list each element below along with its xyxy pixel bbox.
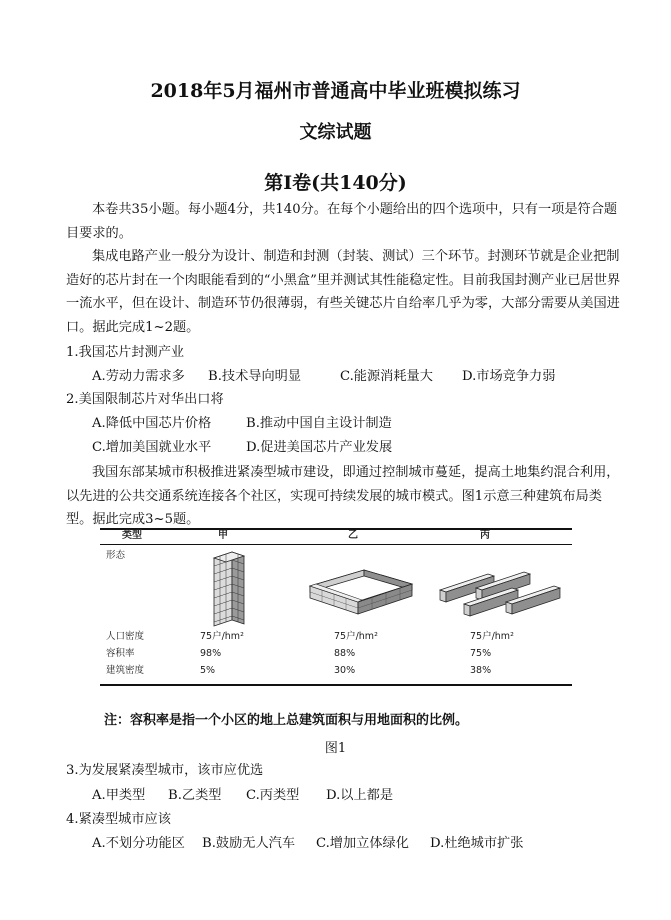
question-2-option-d[interactable]: D.促进美国芯片产业发展 [246,440,393,455]
row-label-floor-area-ratio: 容积率 [106,648,135,659]
figure-caption: 图1 [324,741,347,756]
tower-building-illustration [208,550,248,628]
exam-subtitle: 文综试题 [299,122,372,143]
question-4-option-c[interactable]: C.增加立体绿化 [316,836,409,851]
question-2-option-c[interactable]: C.增加美国就业水平 [92,440,212,455]
row-buildings-illustration [436,562,566,624]
yi-population-density: 75户/hm² [334,631,378,642]
jia-building-density: 5% [200,665,216,676]
question-3-option-a[interactable]: A.甲类型 [92,788,146,803]
instructions: 本卷共35小题。每小题4分，共140分。在每个小题给出的四个选项中，只有一项是符合题目要求的。 [66,202,618,241]
table-header-rule [100,544,572,545]
question-3-option-c[interactable]: C.丙类型 [246,788,300,803]
exam-title: 2018年5月福州市普通高中毕业班模拟练习 [150,80,521,102]
row-label-population-density: 人口密度 [106,631,145,642]
question-4-option-b[interactable]: B.鼓励无人汽车 [202,836,296,851]
question-3-option-b[interactable]: B.乙类型 [168,788,222,803]
yi-floor-area-ratio: 88% [334,648,356,659]
question-4-stem: 4.紧凑型城市应该 [66,812,171,827]
figure-1-table [100,528,572,686]
passage-chip-industry: 集成电路产业一般分为设计、制造和封测（封装、测试）三个环节。封测环节就是企业把制造好的芯片封在一个肉眼能看到的“小黑盒”里并测试其性能稳定性。目前我国封测产业已居世界一流水平，但在设计、制造环节仍很薄弱，有些关键芯片自给率几乎为零，大部分需要从美国进口。据此完成1~2题。 [66,249,621,335]
question-3-stem: 3.为发展紧凑型城市，该市应优选 [66,763,264,778]
header-bing: 丙 [480,530,490,541]
question-4-option-d[interactable]: D.杜绝城市扩张 [430,836,524,851]
question-2-option-a[interactable]: A.降低中国芯片价格 [92,416,212,431]
bing-building-density: 38% [470,665,492,676]
table-top-rule [100,528,572,530]
row-label-form: 形态 [106,550,126,561]
header-jia: 甲 [218,530,228,541]
jia-floor-area-ratio: 98% [200,648,222,659]
question-2-stem: 2.美国限制芯片对华出口将 [66,392,224,407]
question-1-option-a[interactable]: A.劳动力需求多 [92,369,185,384]
bing-floor-area-ratio: 75% [470,648,492,659]
yi-building-density: 30% [334,665,356,676]
passage-compact-city: 我国东部某城市积极推进紧凑型城市建设，即通过控制城市蔓延，提高土地集约混合利用，以先进的公共交通系统连接各个社区，实现可持续发展的城市模式。图1示意三种建筑布局类型。据此完成3~5题。 [66,465,620,527]
question-3-option-d[interactable]: D.以上都是 [326,788,394,803]
figure-note: 注：容积率是指一个小区的地上总建筑面积与用地面积的比例。 [104,713,469,728]
header-type: 类型 [122,530,142,541]
table-bottom-rule [100,684,572,686]
courtyard-building-illustration [306,564,416,620]
bing-population-density: 75户/hm² [470,631,514,642]
jia-population-density: 75户/hm² [200,631,244,642]
section-title: 第Ⅰ卷(共140分) [264,172,407,194]
question-1-option-d[interactable]: D.市场竞争力弱 [462,369,556,384]
header-yi: 乙 [348,530,358,541]
question-4-option-a[interactable]: A.不划分功能区 [92,836,185,851]
row-label-building-density: 建筑密度 [106,665,145,676]
question-1-stem: 1.我国芯片封测产业 [66,345,185,360]
question-1-option-c[interactable]: C.能源消耗量大 [340,369,433,384]
question-2-option-b[interactable]: B.推动中国自主设计制造 [246,416,392,431]
question-1-option-b[interactable]: B.技术导向明显 [208,369,302,384]
